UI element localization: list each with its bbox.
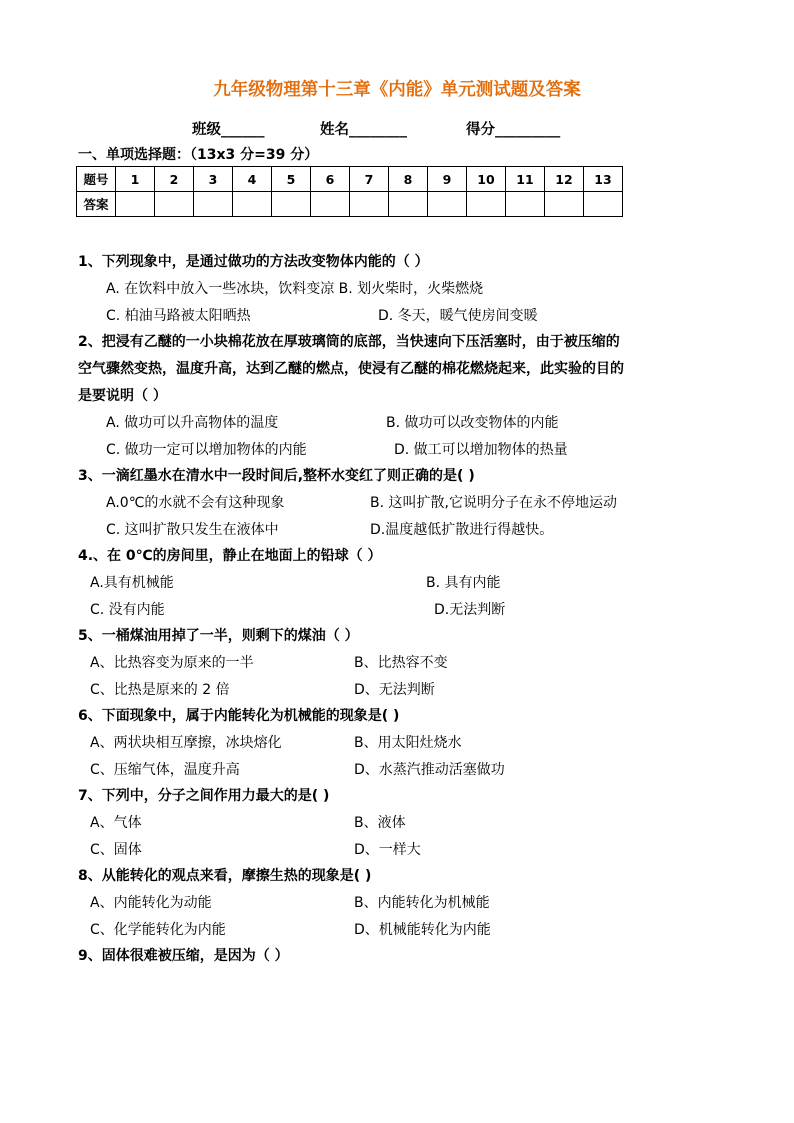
question-7-option-d: D、一样大 — [354, 842, 421, 858]
answer-cell[interactable] — [311, 192, 350, 217]
question-3-option-a: A.0℃的水就不会有这种现象 — [106, 495, 285, 511]
answer-cell[interactable] — [584, 192, 623, 217]
question-4-option-c: C. 没有内能 — [90, 602, 165, 618]
question-1: 1、下列现象中，是通过做功的方法改变物体内能的（ ） — [78, 254, 429, 270]
table-cell-number: 6 — [311, 167, 350, 192]
answer-cell[interactable] — [506, 192, 545, 217]
question-5-option-a: A、比热容变为原来的一半 — [90, 655, 254, 671]
question-3: 3、一滴红墨水在清水中一段时间后,整杯水变红了则正确的是( ) — [78, 468, 475, 484]
table-cell-number: 9 — [428, 167, 467, 192]
question-6-option-b: B、用太阳灶烧水 — [354, 735, 462, 751]
table-cell-number: 8 — [389, 167, 428, 192]
question-8-option-d: D、机械能转化为内能 — [354, 922, 491, 938]
question-2-option-c: C. 做功一定可以增加物体的内能 — [106, 442, 307, 458]
question-8-option-a: A、内能转化为动能 — [90, 895, 212, 911]
question-3-option-c: C. 这叫扩散只发生在液体中 — [106, 522, 279, 538]
table-cell-number: 12 — [545, 167, 584, 192]
table-cell-number: 5 — [272, 167, 311, 192]
question-4-option-a: A.具有机械能 — [90, 575, 174, 591]
question-7-option-c: C、固体 — [90, 842, 142, 858]
answer-cell[interactable] — [428, 192, 467, 217]
table-answer-label: 答案 — [77, 192, 116, 217]
answer-cell[interactable] — [467, 192, 506, 217]
table-cell-number: 3 — [194, 167, 233, 192]
table-cell-number: 4 — [233, 167, 272, 192]
table-cell-number: 7 — [350, 167, 389, 192]
table-header-label: 题号 — [77, 167, 116, 192]
table-row-numbers — [77, 167, 623, 192]
question-1-option-c: C. 柏油马路被太阳晒热 — [106, 308, 251, 324]
question-3-option-d: D.温度越低扩散进行得越快。 — [370, 522, 554, 538]
section-heading: 一、单项选择题：（13x3 分=39 分） — [78, 147, 319, 163]
question-3-option-b: B. 这叫扩散,它说明分子在永不停地运动 — [370, 495, 617, 511]
question-6-option-a: A、两状块相互摩擦，冰块熔化 — [90, 735, 282, 751]
question-2-line-1: 2、把浸有乙醚的一小块棉花放在厚玻璃筒的底部，当快速向下压活塞时，由于被压缩的 — [78, 334, 620, 350]
table-row-answers — [77, 192, 623, 217]
question-5-option-c: C、比热是原来的 2 倍 — [90, 682, 230, 698]
score-field: 得分_________ — [466, 122, 561, 138]
question-8-option-c: C、化学能转化为内能 — [90, 922, 226, 938]
question-1-options-ab: A. 在饮料中放入一些冰块，饮料变凉 B. 划火柴时，火柴燃烧 — [106, 281, 484, 297]
question-2-line-3: 是要说明（ ） — [78, 388, 167, 404]
question-8: 8、从能转化的观点来看，摩擦生热的现象是( ) — [78, 868, 372, 884]
name-field: 姓名________ — [320, 122, 407, 138]
question-4: 4.、在 0℃的房间里，静止在地面上的铅球（ ） — [78, 548, 382, 564]
question-5-option-d: D、无法判断 — [354, 682, 435, 698]
answer-table — [76, 166, 623, 217]
table-cell-number: 2 — [155, 167, 194, 192]
answer-cell[interactable] — [272, 192, 311, 217]
question-7: 7、下列中，分子之间作用力最大的是( ) — [78, 788, 330, 804]
answer-cell[interactable] — [233, 192, 272, 217]
question-7-option-b: B、液体 — [354, 815, 406, 831]
table-cell-number: 11 — [506, 167, 545, 192]
question-5-option-b: B、比热容不变 — [354, 655, 448, 671]
class-field: 班级______ — [192, 122, 265, 138]
question-2-option-d: D. 做工可以增加物体的热量 — [394, 442, 568, 458]
table-cell-number: 1 — [116, 167, 155, 192]
question-6-option-c: C、压缩气体，温度升高 — [90, 762, 240, 778]
question-6: 6、下面现象中，属于内能转化为机械能的现象是( ) — [78, 708, 400, 724]
question-2-line-2: 空气骤然变热，温度升高，达到乙醚的燃点，使浸有乙醚的棉花燃烧起来，此实验的目的 — [78, 361, 624, 377]
question-7-option-a: A、气体 — [90, 815, 142, 831]
answer-cell[interactable] — [116, 192, 155, 217]
answer-cell[interactable] — [155, 192, 194, 217]
question-2-option-a: A. 做功可以升高物体的温度 — [106, 415, 279, 431]
answer-cell[interactable] — [545, 192, 584, 217]
answer-cell[interactable] — [350, 192, 389, 217]
answer-cell[interactable] — [389, 192, 428, 217]
table-cell-number: 13 — [584, 167, 623, 192]
question-5: 5、一桶煤油用掉了一半，则剩下的煤油（ ） — [78, 628, 359, 644]
question-9: 9、固体很难被压缩，是因为（ ） — [78, 948, 289, 964]
answer-cell[interactable] — [194, 192, 233, 217]
question-4-option-d: D.无法判断 — [434, 602, 506, 618]
table-cell-number: 10 — [467, 167, 506, 192]
question-6-option-d: D、水蒸汽推动活塞做功 — [354, 762, 505, 778]
question-1-option-d: D. 冬天，暖气使房间变暖 — [378, 308, 538, 324]
question-8-option-b: B、内能转化为机械能 — [354, 895, 490, 911]
question-4-option-b: B. 具有内能 — [426, 575, 501, 591]
page-title: 九年级物理第十三章《内能》单元测试题及答案 — [213, 80, 581, 100]
question-2-option-b: B. 做功可以改变物体的内能 — [386, 415, 559, 431]
